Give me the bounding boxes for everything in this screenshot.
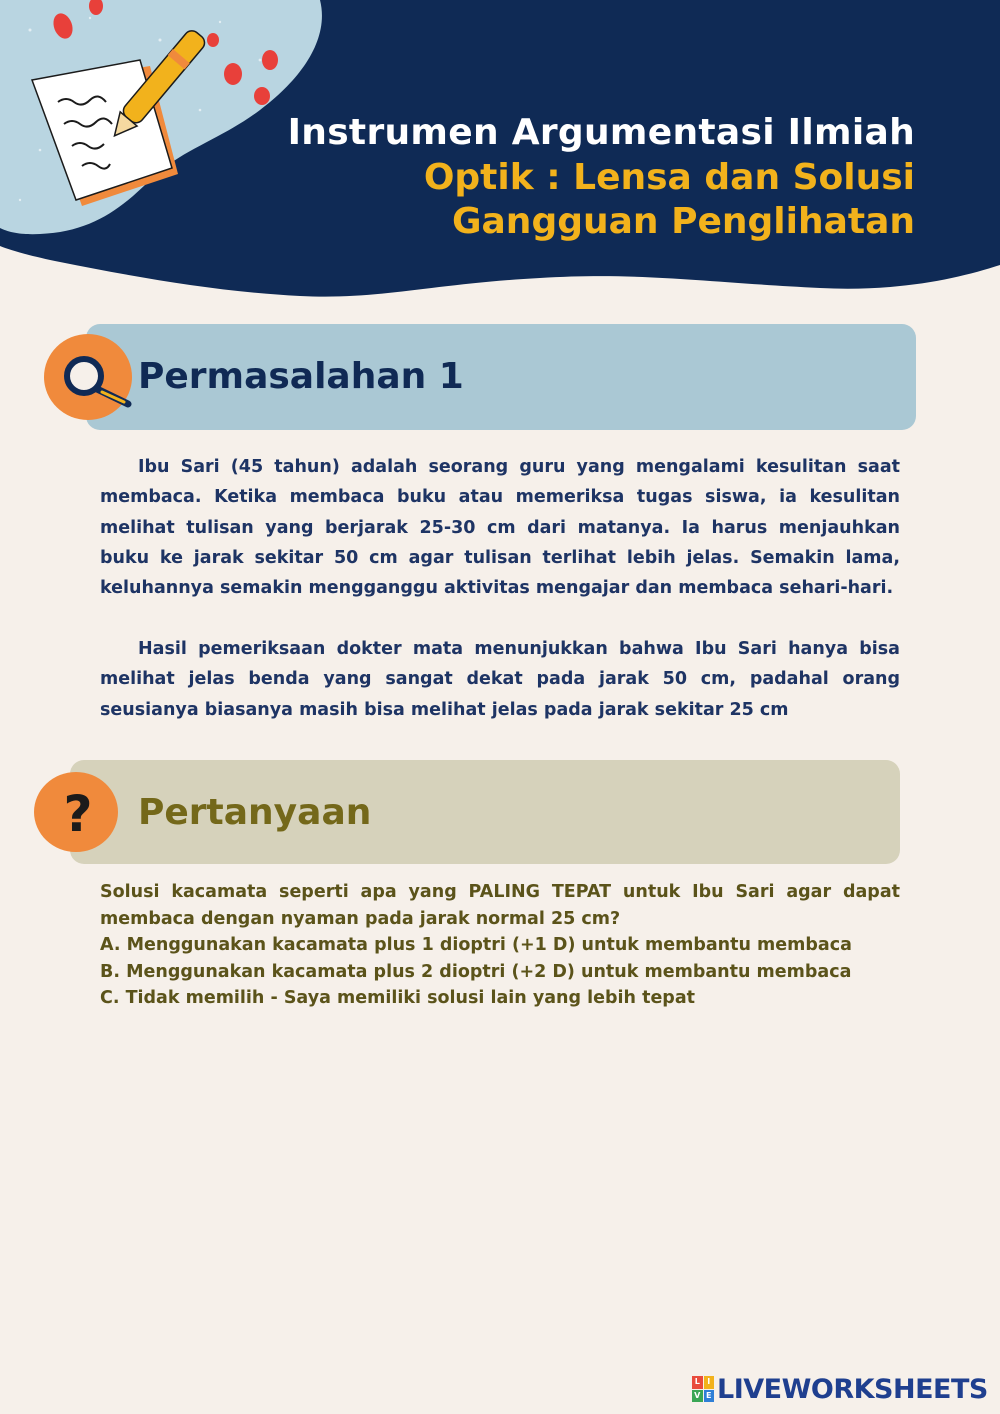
- title-line-2: Optik : Lensa dan Solusi: [423, 157, 915, 198]
- question-block: [100, 879, 900, 1012]
- title-line-1: Instrumen Argumentasi Ilmiah: [287, 112, 915, 153]
- logo-text: LIVEWORKSHEETS: [717, 1373, 988, 1405]
- magnifier-icon: [44, 334, 132, 420]
- problem-icon-circle: [44, 334, 132, 420]
- problem-paragraph-1: Ibu Sari (45 tahun) adalah seorang guru yang mengalami kesulitan saat membaca. Ketika membaca buku atau memeriksa tugas siswa, ia kesulitan melihat tulisan yang berjarak 25-30 cm dari matanya. Ia harus menjauhkan buku ke jarak sekitar 50 cm agar tulisan terlihat lebih jelas. Semakin lama, keluhannya semakin mengganggu aktivitas mengajar dan membaca sehari-hari.: [100, 457, 900, 599]
- liveworksheets-logo[interactable]: [692, 1374, 988, 1404]
- option-c[interactable]: C. Tidak memilih - Saya memiliki solusi lain yang lebih tepat: [100, 988, 696, 1008]
- title-line-3: Gangguan Penglihatan: [451, 201, 915, 242]
- question-title: Pertanyaan: [138, 792, 372, 833]
- option-b[interactable]: B. Menggunakan kacamata plus 2 dioptri (+2 D) untuk membantu membaca: [100, 961, 852, 982]
- option-a[interactable]: A. Menggunakan kacamata plus 1 dioptri (+1 D) untuk membantu membaca: [100, 935, 852, 955]
- problem-paragraph-2: Hasil pemeriksaan dokter mata menunjukkan bahwa Ibu Sari hanya bisa melihat jelas benda yang sangat dekat pada jarak 50 cm, padahal orang seusianya biasanya masih bisa melihat jelas pada jarak sekitar 25 cm: [100, 639, 900, 720]
- logo-badge-icon: L I V E: [692, 1376, 714, 1402]
- problem-title: Permasalahan 1: [138, 356, 464, 397]
- question-mark-icon: ?: [63, 785, 93, 843]
- document-title: [288, 110, 915, 244]
- question-stem: Solusi kacamata seperti apa yang PALING TEPAT untuk Ibu Sari agar dapat membaca dengan nyaman pada jarak normal 25 cm?: [100, 882, 900, 929]
